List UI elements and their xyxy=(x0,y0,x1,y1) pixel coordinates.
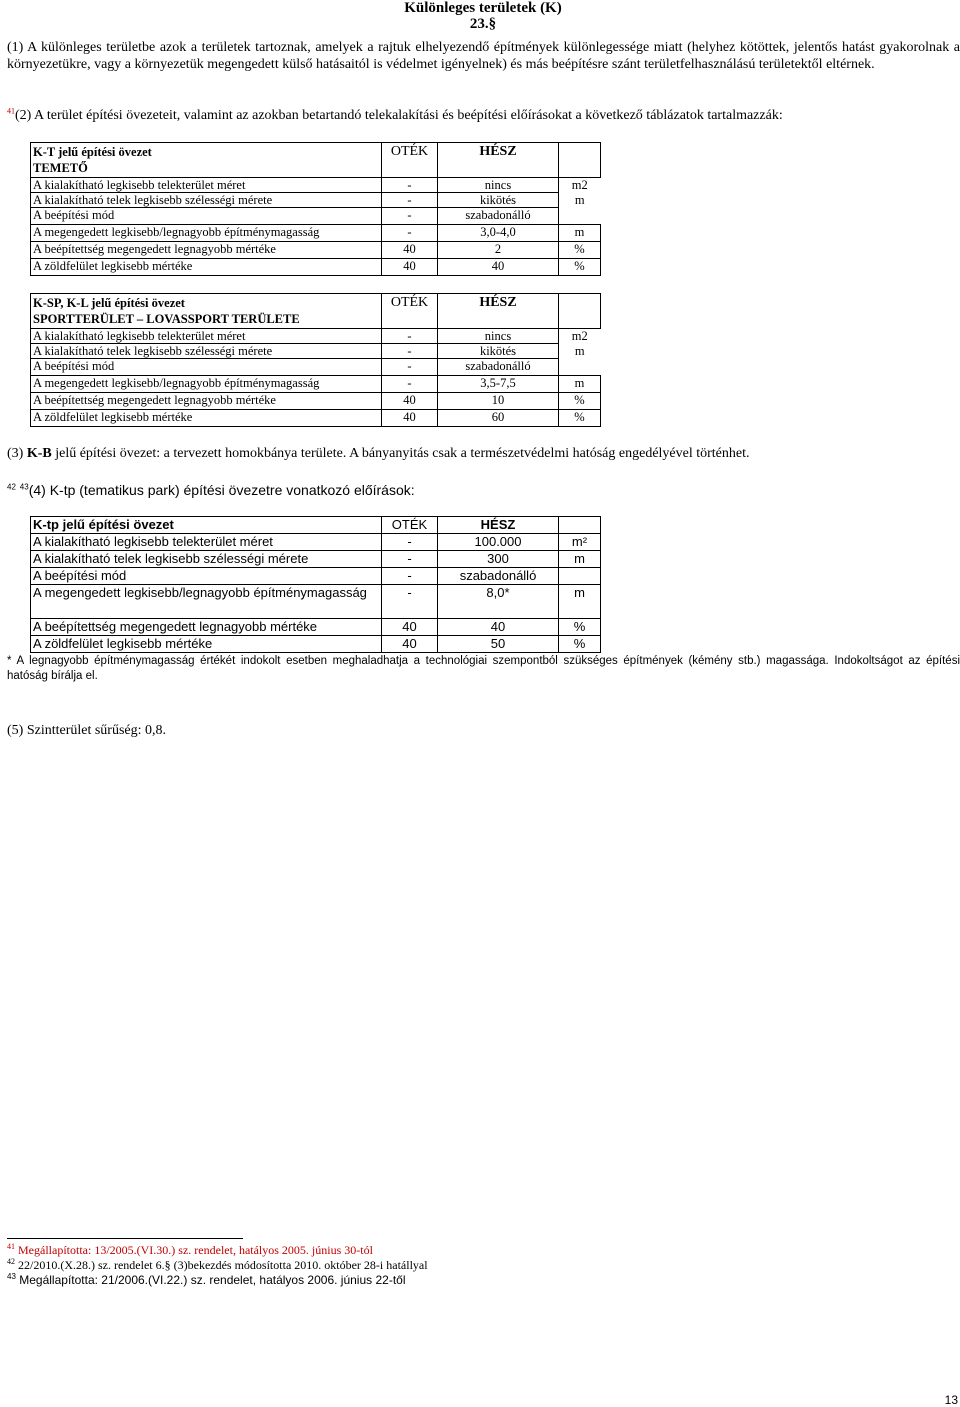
paragraph-4-text: (4) K-tp (tematikus park) építési övezetre vonatkozó előírások: xyxy=(28,482,415,498)
row-unit: % xyxy=(559,259,601,276)
col-hesz: HÉSZ xyxy=(438,143,559,178)
footnote-43: $^{43}$ Megállapította: 21/2006.(VI.22.) sz. rendelet, hatályos 2006. június 22-től xyxy=(7,1272,406,1287)
row-otek: - xyxy=(382,344,438,359)
row-otek: - xyxy=(382,585,438,619)
row-unit: m2 xyxy=(571,178,588,192)
row-hesz: szabadonálló xyxy=(438,359,559,376)
table-row xyxy=(31,585,601,619)
table-row xyxy=(31,551,601,568)
row-hesz: 2 xyxy=(438,242,559,259)
paragraph-1: (1) A különleges területbe azok a területek tartoznak, amelyek a rajtuk elhelyezendő építmények különlegessége miatt (helyhez kötöttek, jelentős hatást gyakorolnak a környezetükre, vagy a környezetük megengedett külső hatásaitól is védelmet igényelnek) és más beépítésre szánt területfelhasználású területektől eltérnek. xyxy=(7,40,960,72)
row-unit: m² xyxy=(559,534,601,551)
zone-title: K-T jelű építési övezet xyxy=(33,145,152,159)
table-row xyxy=(31,242,601,259)
row-otek: 40 xyxy=(382,242,438,259)
table-row xyxy=(31,178,601,193)
table-ksp xyxy=(30,293,601,427)
table-row xyxy=(31,193,601,208)
row-hesz: nincs xyxy=(438,178,559,193)
row-unit: m xyxy=(559,376,601,393)
row-label: A beépítettség megengedett legnagyobb mértéke xyxy=(31,393,382,410)
row-unit: m xyxy=(559,225,601,242)
row-label: A beépítési mód xyxy=(31,208,382,225)
row-label: A megengedett legkisebb/legnagyobb építménymagasság xyxy=(31,376,382,393)
row-label: A beépítettség megengedett legnagyobb mértéke xyxy=(31,242,382,259)
row-otek: - xyxy=(382,551,438,568)
table-kt xyxy=(30,142,601,276)
row-otek: - xyxy=(382,534,438,551)
row-unit: % xyxy=(559,242,601,259)
row-unit: m xyxy=(574,343,585,358)
row-label: A megengedett legkisebb/legnagyobb építménymagasság xyxy=(31,225,382,242)
table-row xyxy=(31,208,601,225)
table-footnote: * A legnagyobb építménymagasság értékét indokolt esetben meghaladhatja a technológiai szempontból szükséges építmények (kémény stb.) magassága. Indokoltságot az építési hatóság bírálja el. xyxy=(7,655,960,682)
col-hesz: HÉSZ xyxy=(438,294,559,329)
table-row xyxy=(31,636,601,653)
row-unit: % xyxy=(559,410,601,427)
footnote-42: $^{42}$ 22/2010.(X.28.) sz. rendelet 6.§ (3)bekezdés módosította 2010. október 28-i hatállyal xyxy=(7,1257,428,1272)
footnote-separator xyxy=(7,1238,243,1239)
zone-title-cell xyxy=(31,143,382,178)
row-unit: % xyxy=(559,636,601,653)
row-label: A zöldfelület legkisebb mértéke xyxy=(31,410,382,427)
table-row xyxy=(31,410,601,427)
table-row xyxy=(31,534,601,551)
table-row xyxy=(31,329,601,344)
col-otek: OTÉK xyxy=(382,294,438,329)
row-otek: - xyxy=(382,568,438,585)
row-hesz: 100.000 xyxy=(438,534,559,551)
row-otek: 40 xyxy=(382,410,438,427)
row-unit xyxy=(559,359,601,376)
row-unit: % xyxy=(559,393,601,410)
row-hesz: 10 xyxy=(438,393,559,410)
row-otek: 40 xyxy=(382,619,438,636)
row-label: A kialakítható telek legkisebb szélességi mérete xyxy=(31,551,382,568)
row-hesz: nincs xyxy=(438,329,559,344)
table-header-row xyxy=(31,517,601,534)
section-number: 23.§ xyxy=(469,16,497,32)
row-hesz: kikötés xyxy=(438,193,559,208)
row-unit: m xyxy=(559,551,601,568)
row-hesz: 60 xyxy=(438,410,559,427)
col-otek: OTÉK xyxy=(382,517,438,534)
table-row xyxy=(31,393,601,410)
row-unit: % xyxy=(559,619,601,636)
row-otek: - xyxy=(382,225,438,242)
zone-subtitle: SPORTTERÜLET – LOVASSPORT TERÜLETE xyxy=(33,312,300,326)
row-otek: - xyxy=(382,193,438,208)
row-otek: 40 xyxy=(382,393,438,410)
zone-title: K-tp jelű építési övezet xyxy=(31,517,382,534)
row-hesz: 3,5-7,5 xyxy=(438,376,559,393)
row-otek: - xyxy=(382,359,438,376)
row-label: A kialakítható legkisebb telekterület méret xyxy=(31,178,382,193)
row-otek: 40 xyxy=(382,259,438,276)
table-row xyxy=(31,568,601,585)
footnote-41: $^{41}$ Megállapította: 13/2005.(VI.30.) sz. rendelet, hatályos 2005. június 30-tól xyxy=(7,1242,373,1257)
row-hesz: 300 xyxy=(438,551,559,568)
row-otek: - xyxy=(382,178,438,193)
row-otek: - xyxy=(382,376,438,393)
zone-code: K-B xyxy=(26,446,52,461)
row-unit: m xyxy=(574,192,585,207)
page-number: 13 xyxy=(944,1393,958,1407)
row-label: A kialakítható telek legkisebb szélességi mérete xyxy=(31,344,382,359)
table-row xyxy=(31,376,601,393)
row-label: A zöldfelület legkisebb mértéke xyxy=(31,636,382,653)
row-label: A megengedett legkisebb/legnagyobb építménymagasság xyxy=(31,585,382,619)
paragraph-2-text: (2) A terület építési övezeteit, valamint az azokban betartandó telekalakítási és beépítési előírásokat a következő táblázatok tartalmazzák: xyxy=(15,108,783,123)
row-hesz: szabadonálló xyxy=(438,208,559,225)
row-label: A kialakítható legkisebb telekterület méret xyxy=(31,534,382,551)
table-ktp xyxy=(30,516,601,653)
row-otek: - xyxy=(382,208,438,225)
table-header-row xyxy=(31,143,601,178)
row-hesz: 8,0* xyxy=(438,585,559,619)
table-row xyxy=(31,359,601,376)
row-hesz: kikötés xyxy=(438,344,559,359)
row-label: A zöldfelület legkisebb mértéke xyxy=(31,259,382,276)
row-unit: m xyxy=(559,585,601,619)
paragraph-5: (5) Szintterület sűrűség: 0,8. xyxy=(7,723,167,738)
row-label: A beépítési mód xyxy=(31,568,382,585)
zone-title: K-SP, K-L jelű építési övezet xyxy=(33,296,185,310)
table-header-row xyxy=(31,294,601,329)
col-otek: OTÉK xyxy=(382,143,438,178)
footnote-ref-41[interactable]: 41 xyxy=(7,106,15,116)
row-hesz: 40 xyxy=(438,259,559,276)
row-label: A kialakítható telek legkisebb szélességi mérete xyxy=(31,193,382,208)
row-label: A beépítési mód xyxy=(31,359,382,376)
paragraph-4 xyxy=(7,481,415,499)
paragraph-2 xyxy=(7,107,960,124)
row-unit xyxy=(559,208,601,225)
paragraph-3: (3) K-B jelű építési övezet: a tervezett homokbánya területe. A bányanyitás csak a természetvédelmi hatóság engedélyével történhet. xyxy=(7,446,750,461)
table-row xyxy=(31,259,601,276)
row-otek: - xyxy=(382,329,438,344)
row-label: A beépítettség megengedett legnagyobb mértéke xyxy=(31,619,382,636)
row-unit xyxy=(559,568,601,585)
zone-subtitle: TEMETŐ xyxy=(33,161,88,175)
row-hesz: 3,0-4,0 xyxy=(438,225,559,242)
table-row xyxy=(31,344,601,359)
page-title: Különleges területek (K) xyxy=(404,0,562,16)
row-hesz: szabadonálló xyxy=(438,568,559,585)
col-hesz: HÉSZ xyxy=(438,517,559,534)
table-row xyxy=(31,619,601,636)
row-otek: 40 xyxy=(382,636,438,653)
table-row xyxy=(31,225,601,242)
footnote-ref-42[interactable]: 42 xyxy=(7,482,16,492)
row-unit: m2 xyxy=(571,329,588,343)
footnote-ref-43[interactable]: 43 xyxy=(19,482,29,492)
zone-title-cell xyxy=(31,294,382,329)
row-hesz: 50 xyxy=(438,636,559,653)
row-hesz: 40 xyxy=(438,619,559,636)
row-label: A kialakítható legkisebb telekterület méret xyxy=(31,329,382,344)
